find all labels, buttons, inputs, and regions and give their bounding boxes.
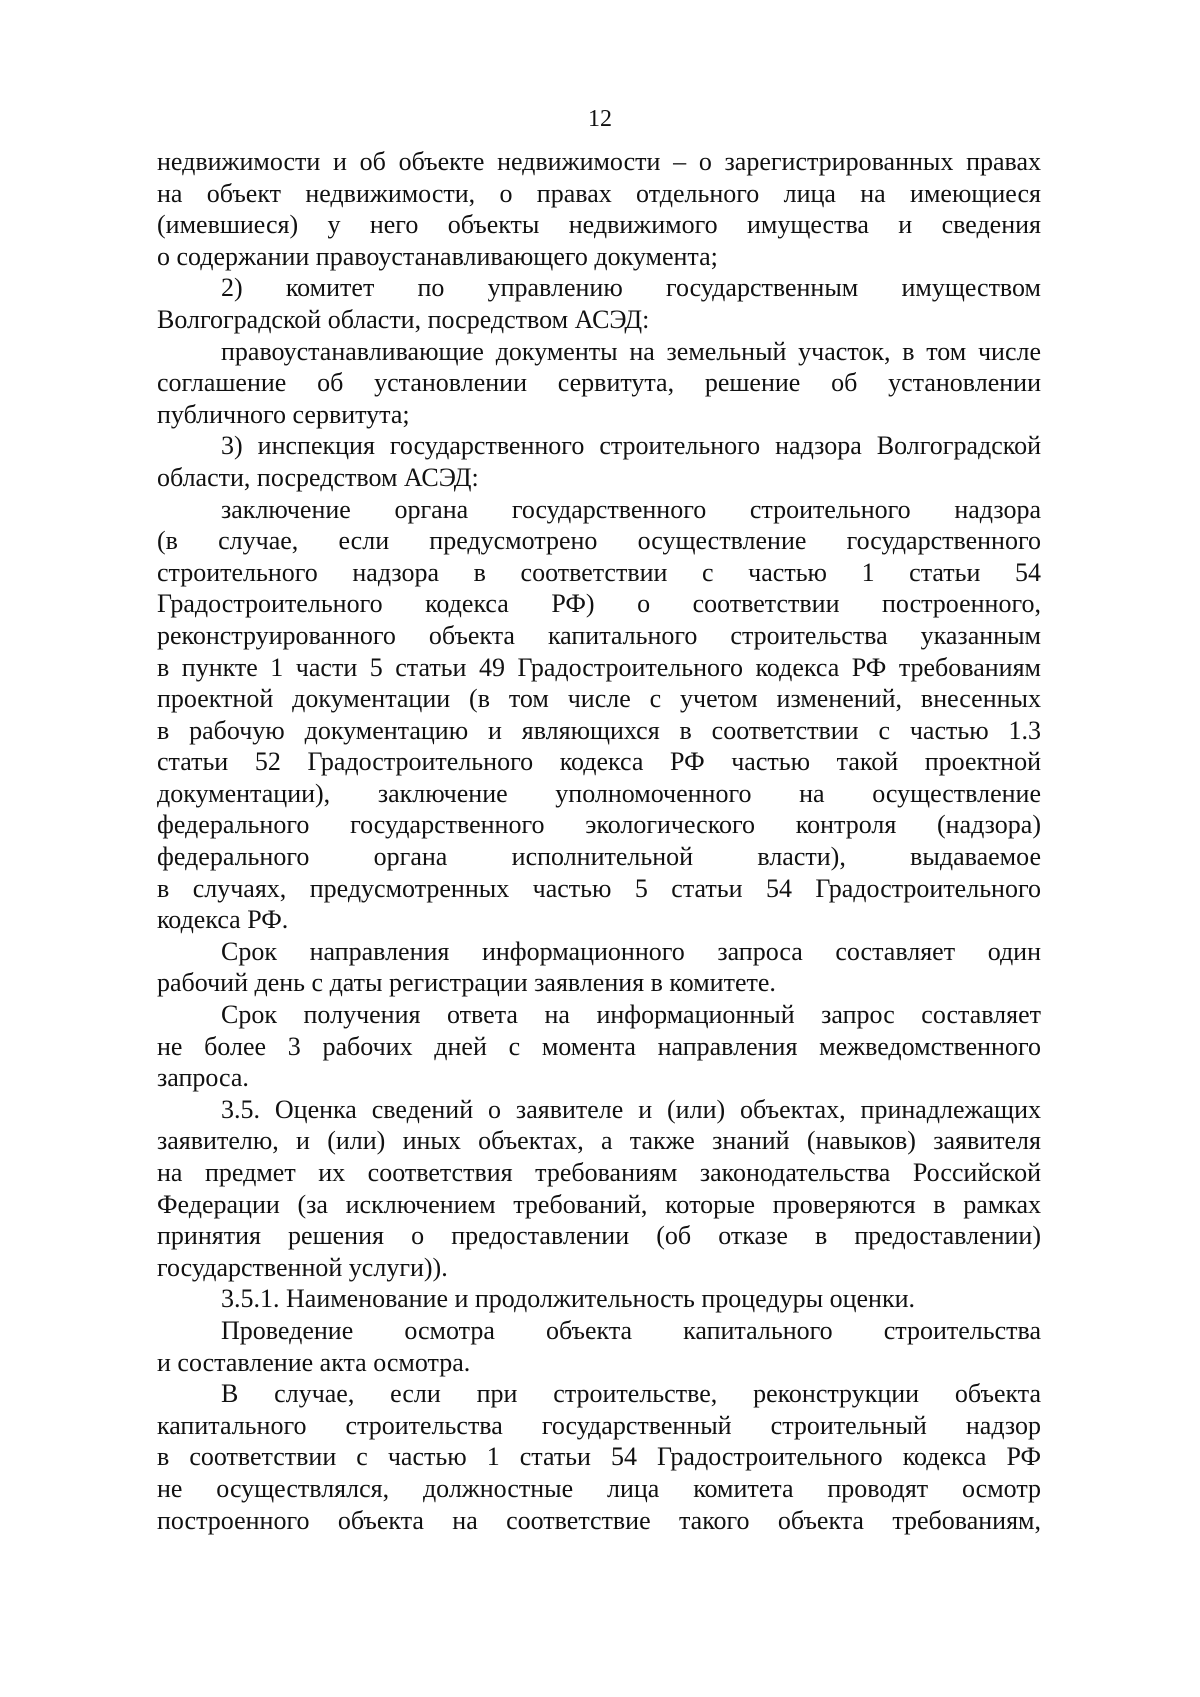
- text-line: капитального строительства государственный строительный надзор: [157, 1410, 1041, 1440]
- text-line: статьи 52 Градостроительного кодекса РФ частью такой проектной: [157, 747, 1041, 777]
- text-line: Срок направления информационного запроса составляет один: [221, 936, 1041, 966]
- text-line: в соответствии с частью 1 статьи 54 Градостроительного кодекса РФ: [157, 1442, 1041, 1472]
- text-line: Срок получения ответа на информационный запрос составляет: [221, 1000, 1041, 1030]
- text-line: недвижимости и об объекте недвижимости – о зарегистрированных правах: [157, 147, 1041, 176]
- text-line: федерального органа исполнительной власти), выдаваемое: [157, 842, 1041, 872]
- text-line: в рабочую документацию и являющихся в соответствии с частью 1.3: [157, 715, 1041, 745]
- text-line: 3.5.1. Наименование и продолжительность процедуры оценки.: [221, 1284, 915, 1314]
- text-line: В случае, если при строительстве, реконструкции объекта: [221, 1379, 1041, 1409]
- text-line: области, посредством АСЭД:: [157, 462, 479, 492]
- text-line: (в случае, если предусмотрено осуществление государственного: [157, 526, 1041, 556]
- text-line: заключение органа государственного строительного надзора: [221, 494, 1041, 524]
- text-line: в случаях, предусмотренных частью 5 статьи 54 Градостроительного: [157, 873, 1041, 903]
- text-line: правоустанавливающие документы на земельный участок, в том числе: [221, 336, 1041, 366]
- text-line: заявителю, и (или) иных объектах, а также знаний (навыков) заявителя: [157, 1126, 1041, 1156]
- text-line: реконструированного объекта капитального строительства указанным: [157, 620, 1041, 650]
- text-line: проектной документации (в том числе с учетом изменений, внесенных: [157, 684, 1041, 714]
- text-line: документации), заключение уполномоченного на осуществление: [157, 778, 1041, 808]
- text-line: построенного объекта на соответствие такого объекта требованиям,: [157, 1505, 1041, 1535]
- text-line: соглашение об установлении сервитута, решение об установлении: [157, 368, 1041, 398]
- text-line: (имевшиеся) у него объекты недвижимого имущества и сведения: [157, 210, 1041, 240]
- text-line: в пункте 1 части 5 статьи 49 Градостроительного кодекса РФ требованиям: [157, 652, 1041, 682]
- text-line: 3.5. Оценка сведений о заявителе и (или) объектах, принадлежащих: [221, 1094, 1041, 1124]
- text-line: 2) комитет по управлению государственным имуществом: [221, 273, 1041, 303]
- text-line: Градостроительного кодекса РФ) о соответствии построенного,: [157, 589, 1041, 619]
- text-line: Волгоградской области, посредством АСЭД:: [157, 304, 650, 334]
- text-line: федерального государственного экологического контроля (надзора): [157, 810, 1041, 840]
- page-number: 12: [588, 106, 612, 132]
- text-line: на объект недвижимости, о правах отдельного лица на имеющиеся: [157, 178, 1041, 208]
- text-line: принятия решения о предоставлении (об отказе в предоставлении): [157, 1221, 1041, 1251]
- document-body: [157, 146, 1041, 1536]
- text-line: строительного надзора в соответствии с частью 1 статьи 54: [157, 557, 1041, 587]
- text-line: запроса.: [157, 1063, 249, 1093]
- text-line: рабочий день с даты регистрации заявления в комитете.: [157, 968, 776, 998]
- text-line: Федерации (за исключением требований, которые проверяются в рамках: [157, 1189, 1041, 1219]
- text-line: не более 3 рабочих дней с момента направления межведомственного: [157, 1031, 1041, 1061]
- text-line: Проведение осмотра объекта капитального строительства: [221, 1315, 1041, 1345]
- text-line: и составление акта осмотра.: [157, 1347, 471, 1377]
- text-line: публичного сервитута;: [157, 399, 410, 429]
- text-line: не осуществлялся, должностные лица комитета проводят осмотр: [157, 1473, 1041, 1503]
- text-line: 3) инспекция государственного строительного надзора Волгоградской: [221, 431, 1041, 461]
- text-line: государственной услуги)).: [157, 1252, 448, 1282]
- text-line: о содержании правоустанавливающего документа;: [157, 241, 718, 271]
- text-line: кодекса РФ.: [157, 905, 289, 935]
- text-line: на предмет их соответствия требованиям законодательства Российской: [157, 1158, 1041, 1187]
